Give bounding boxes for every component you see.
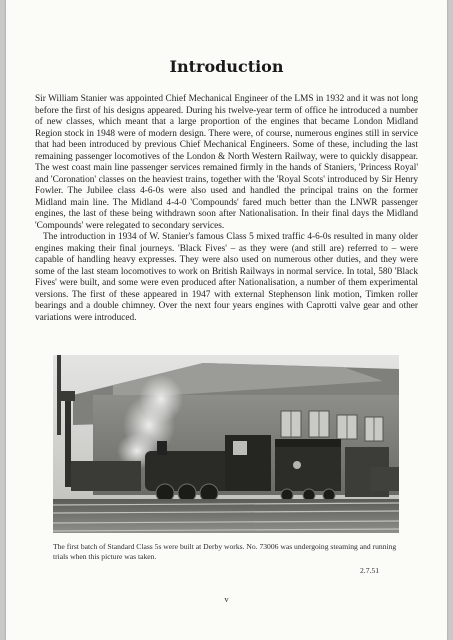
page-number: v — [224, 594, 229, 604]
page-title: Introduction — [169, 57, 284, 76]
body-text — [35, 94, 418, 324]
paragraph-1: Sir William Stanier was appointed Chief Mechanical Engineer of the LMS in 1932 and it was not long before the first of his designs appeared. During his twelve-year term of office he introduced a number of new classes, which meant that a large proportion of the engines that became London Midland Region stock in 1948 were of modern design. There were, of course, numerous engines still in service that had been introduced by previous Chief Mechanical Engineers. Some of these, including the last remaining passenger locomotives of the London & North Western Railway, were to quickly disappear. The west coast main line passenger services remained firmly in the hands of Staniers, 'Princess Royal' and 'Coronation' classes on the heaviest trains, together with the 'Royal Scots' introduced by Sir Henry Fowler. The Jubilee class 4-6-0s were also used and handled the principal trains on the former Midland main line. The Midland 4-4-0 'Compounds' fared much better than the LNWR passenger engines, the last of these being withdrawn soon after Nationalisation. In their final days the Midland 'Compounds' were relegated to secondary services. — [35, 94, 418, 231]
paragraph-2: The introduction in 1934 of W. Stanier's famous Class 5 mixed traffic 4-6-0s resulted in many older engines making their final journeys. 'Black Fives' – as they were (and still are) referred to – were capable of handling heavy expresses. They were also used on numerous other duties, and they were some of the last steam locomotives to work on British Railways in normal service. In total, 580 'Black Fives' were built, and some were even produced after Nationalisation, a number of them experimental versions. The first of these appeared in 1947 with external Stephenson link motion, Timken roller bearings and a double chimney. Over the next four years engines with Caprotti valve gear and other variations were introduced. — [35, 232, 418, 323]
photo-caption: The first batch of Standard Class 5s were built at Derby works. No. 73006 was undergoing steaming and running trials when this picture was taken. — [53, 542, 397, 561]
photo-date: 2.7.51 — [360, 566, 379, 575]
book-page — [6, 0, 447, 640]
locomotive-photograph — [53, 355, 399, 533]
